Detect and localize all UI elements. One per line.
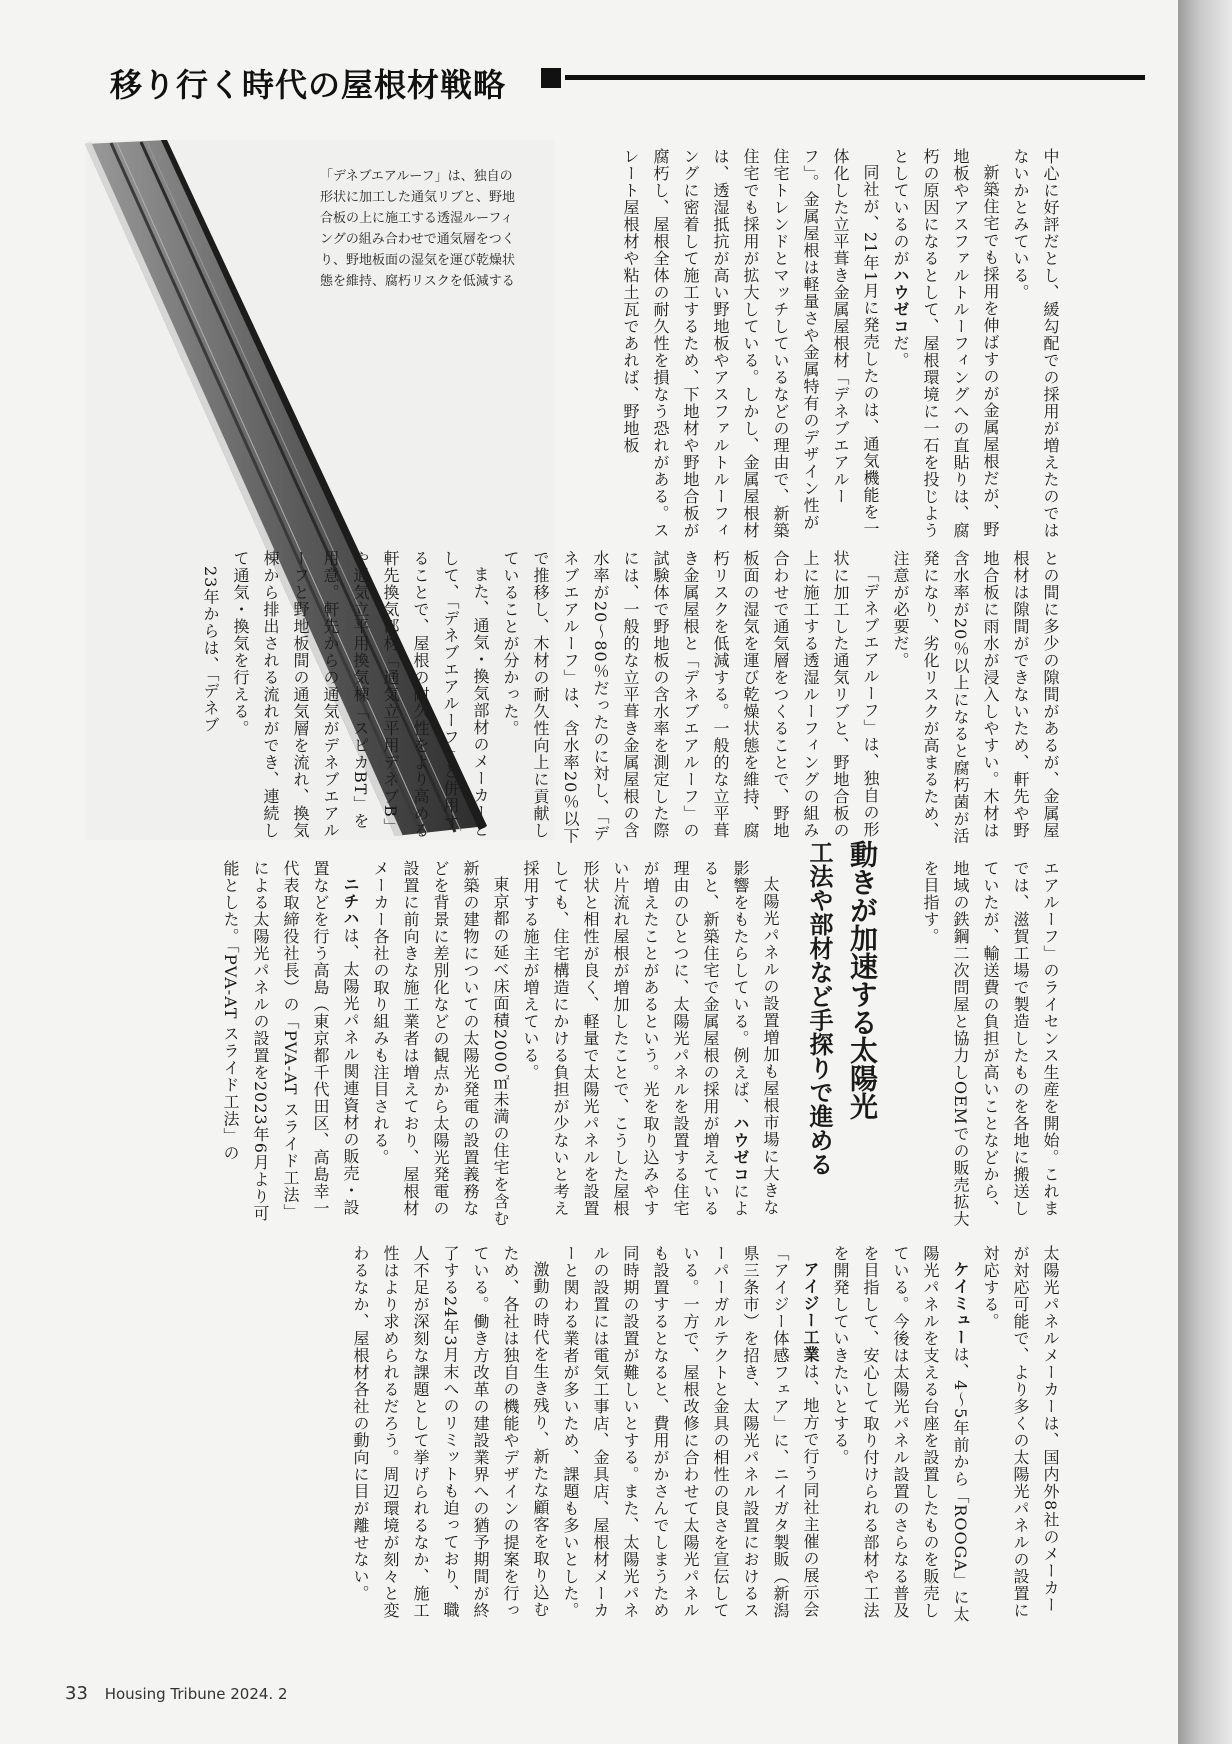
paragraph: エアルーフ」のライセンス生産を開始。これまでは、滋賀工場で製造したものを各地に搬送していたが、輸送費の負担が高いことなどから、地域の鉄鋼二次問屋と協力しOEMでの販売拡大を目指す。 [921, 860, 1060, 1228]
paragraph: 太陽光パネルの設置増加も屋根市場に大きな影響をもたらしている。例えば、ハウゼコによると、新築住宅で金属屋根の採用が増えている理由のひとつに、太陽光パネルを設置する住宅が増えたことがあるという。光を取り込みやすい片流れ屋根が増加したことで、こうした屋根形状と相性が良く、軽量で太陽光パネルを設置しても、住宅構造にかける負担が少ないと考え採用する施主が増えている。 [521, 860, 780, 1217]
article-column-middle-left-top [885, 860, 1065, 1230]
subheading-line-1: 動きが加速する太陽光 [846, 840, 879, 1120]
paragraph: アイジー工業は、地方で行う同社主催の展示会「アイジー体感フェア」に、ニイガタ製販（新潟県三条市）を招き、太陽光パネル設置におけるスーパーガルテクトと金具の相性の良さを宣伝している。一方で、屋根改修に合わせて太陽光パネルも設置するとなると、費用がかさんでしまうため同時期の設置が難しいとする。また、太陽光パネルの設置には電気工事店、金具店、屋根材メーカーと関わる業者が多いため、課題も多いとした。 [561, 1245, 820, 1619]
paragraph: 「デネブエアルーフ」は、独自の形状に加工した通気リブと、野地合板の上に施工する透湿ルーフィングの組み合わせで通気層をつくることで、野地板面の湿気を運び乾燥状態を維持、腐朽リスクを低減する。一般的な立平葺き金属屋根と「デネブエアルーフ」の試験体で野地板の含水率を測定した際には、一般的な立平葺き金属屋根の含水率が20～80％だったのに対し、「デネブエアルーフ」は、含水率20％以下で推移し、木材の耐久性向上に貢献していることが分かった。 [501, 550, 880, 845]
paragraph: 激動の時代を生き残り、新たな顧客を取り込むため、各社は独自の機能やデザインの提案を行っている。働き方改革の建設業界への猶予期間が終了する24年3月末へのリミットも迫っており、職人不足が深刻な課題として挙げられるなか、施工性はより求められるだろう。周辺環境が刻々と変わるなか、屋根材各社の動向に目が離せない。 [351, 1245, 550, 1619]
article-column-solar [115, 860, 785, 1230]
subheading-line-2: 工法や部材など手探りで進める [805, 840, 833, 1176]
title-rule [565, 75, 1145, 80]
title-marker [541, 68, 561, 88]
section-title: 移り行く時代の屋根材戦略 [110, 66, 507, 104]
paragraph: との間に多少の隙間があるが、金属屋根材は隙間ができないため、軒先や野地合板に雨水が浸入しやすい。木材は含水率が20％以上になると腐朽菌が活発になり、劣化リスクが高まるため、注意が必要だ。 [891, 550, 1060, 845]
section-header [95, 58, 1145, 104]
paragraph: ニチハは、太陽光パネル関連資材の販売・設置などを行う高島（東京都千代田区、高島幸一代表取締役社長）の「PVA-AT スライド工法」による太陽光パネルの設置を2023年6月より可能とした。「PVA-AT スライド工法」の [221, 860, 360, 1222]
photo-caption: 「デネブエアルーフ」は、独自の形状に加工した通気リブと、野地合板の上に施工する透湿ルーフィングの組み合わせで通気層をつくり、野地板面の湿気を運び乾燥状態を維持、腐朽リスクを低減する [320, 169, 516, 289]
paragraph: 中心に好評だとし、緩勾配での採用が増えたのではないかとみている。 [1011, 148, 1060, 539]
paragraph: 23年からは、「デネブ [201, 566, 220, 734]
paragraph: また、通気・換気部材のメーカーとして、「デネブエアルーフ」と併用することで、屋根の耐久性をより高める軒先換気部材「通気立平用デネブB」や通気立平用換気棟「スピカBT」を用意。軒先からの通気がデネブエアルーフと野地板間の通気層を流れ、換気棟から排出される流れができ、連続して通気・換気を行える。 [231, 550, 490, 839]
page-footer [65, 1683, 288, 1704]
company-name: ハウゼコ [731, 1115, 750, 1183]
paragraph: 新築住宅でも採用を伸ばすのが金属屋根だが、野地板やアスファルトルーフィングへの直貼りは、腐朽の原因になるとして、屋根環境に一石を投じようとしているのがハウゼコだ。 [891, 148, 1000, 539]
paragraph: 東京都の延べ床面積2000㎡未満の住宅を含む新築の建物についての太陽光発電の設置義務などを背景に差別化などの観点から太陽光発電の設置に前向きな施工業者は増えており、屋根材メーカー各社の取り組みも注目される。 [371, 860, 510, 1227]
subheading [795, 840, 885, 1220]
article-column-middle-right [120, 550, 1065, 845]
article-column-bottom [170, 1245, 1065, 1625]
article-column-top-right [530, 148, 1065, 543]
paragraph: ケイミューは、4～5年前から「ROOGA」に太陽光パネルを支える台座を設置したものを販売している。今後は太陽光パネル設置のさらなる普及を目指して、安心して取り付けられる部材や工法を開発していきたいとする。 [831, 1245, 970, 1623]
company-name: アイジー工業 [801, 1261, 820, 1363]
company-name: ハウゼコ [891, 267, 910, 335]
company-name: ケイミュー [951, 1261, 970, 1346]
paragraph: 太陽光パネルメーカーは、国内外8社のメーカーが対応可能で、より多くの太陽光パネルの設置に対応する。 [981, 1245, 1060, 1619]
page-edge-shadow [1178, 0, 1232, 1744]
paragraph: 同社が、21年1月に発売したのは、通気機能を一体化した立平葺き金属屋根材「デネブエアルーフ」。金属屋根は軽量さや金属特有のデザイン性が住宅トレンドとマッチしているなどの理由で、新築住宅でも採用が拡大している。しかし、金属屋根材は、透湿抵抗が高い野地板やアスファルトルーフィングに密着して施工するため、下地材や野地合板が腐朽し、屋根全体の耐久性を損なう恐れがある。スレート屋根材や粘土瓦であれば、野地板 [621, 148, 880, 539]
page-number: 33 [65, 1683, 88, 1704]
company-name: ニチハ [341, 876, 360, 927]
publication-name: Housing Tribune 2024. 2 [104, 1685, 288, 1703]
